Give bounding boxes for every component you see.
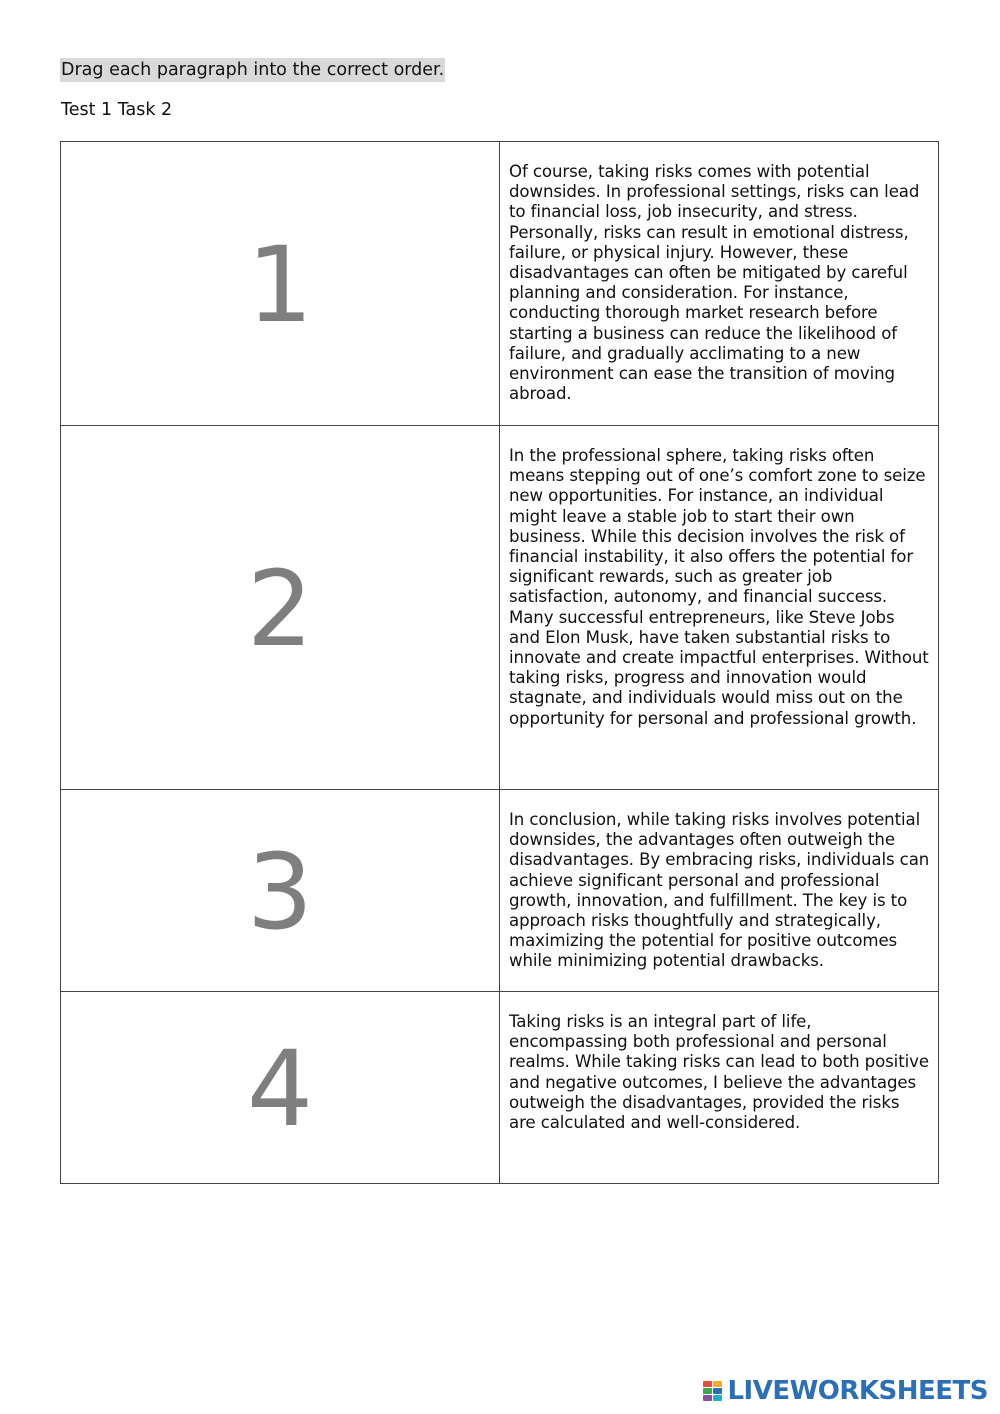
draggable-paragraph[interactable]: In the professional sphere, taking risks often means stepping out of one’s comfort zone to seize new opportunities. For instance, an individual might leave a stable job to start their own business. While this decision involves the risk of financial instability, it also offers the potential for significant rewards, such as greater job satisfaction, autonomy, and financial success. Many successful entrepreneurs, like Steve Jobs and Elon Musk, have taken substantial risks to innovate and create impactful enterprises. Without taking risks, progress and innovation would stagnate, and individuals would miss out on the opportunity for personal and professional growth. (509, 446, 929, 728)
table-row (61, 142, 938, 425)
logo-block (713, 1381, 722, 1387)
logo-text: LIVEWORKSHEETS (727, 1376, 988, 1406)
paragraph-cell[interactable] (500, 790, 938, 991)
number-slot[interactable] (61, 426, 500, 789)
number-slot[interactable] (61, 790, 500, 991)
paragraph-cell[interactable] (500, 426, 938, 789)
draggable-paragraph[interactable]: Taking risks is an integral part of life, encompassing both professional and personal realms. While taking risks can lead to both positive and negative outcomes, I believe the advantages outweigh the disadvantages, provided the risks are calculated and well-considered. (509, 1012, 929, 1133)
draggable-paragraph[interactable]: In conclusion, while taking risks involves potential downsides, the advantages often outweigh the disadvantages. By embracing risks, individuals can achieve significant personal and professional growth, innovation, and fulfillment. The key is to approach risks thoughtfully and strategically, maximizing the potential for positive outcomes while minimizing potential drawbacks. (509, 810, 930, 971)
instruction-text: Drag each paragraph into the correct order. (61, 60, 445, 80)
order-number: 3 (246, 830, 314, 953)
table-row (61, 991, 938, 1183)
logo-block (703, 1381, 712, 1387)
logo-block (713, 1395, 722, 1401)
order-number: 1 (246, 223, 314, 346)
table-row (61, 789, 938, 991)
table-row (61, 425, 938, 789)
paragraph-cell[interactable] (500, 992, 938, 1183)
logo-mark-icon (703, 1381, 722, 1401)
ordering-table (60, 141, 939, 1184)
logo-block (703, 1388, 712, 1394)
task-title: Test 1 Task 2 (61, 100, 173, 120)
order-number: 2 (246, 547, 314, 670)
number-slot[interactable] (61, 992, 500, 1183)
paragraph-cell[interactable] (500, 142, 938, 425)
logo-block (703, 1395, 712, 1401)
order-number: 4 (246, 1027, 314, 1150)
logo-block (713, 1388, 722, 1394)
number-slot[interactable] (61, 142, 500, 425)
liveworksheets-logo (703, 1378, 988, 1404)
draggable-paragraph[interactable]: Of course, taking risks comes with potential downsides. In professional settings, risks can lead to financial loss, job insecurity, and stress. Personally, risks can result in emotional distress, failure, or physical injury. However, these disadvantages can often be mitigated by careful planning and consideration. For instance, conducting thorough market research before starting a business can reduce the likelihood of failure, and gradually acclimating to a new environment can ease the transition of moving abroad. (509, 162, 920, 404)
